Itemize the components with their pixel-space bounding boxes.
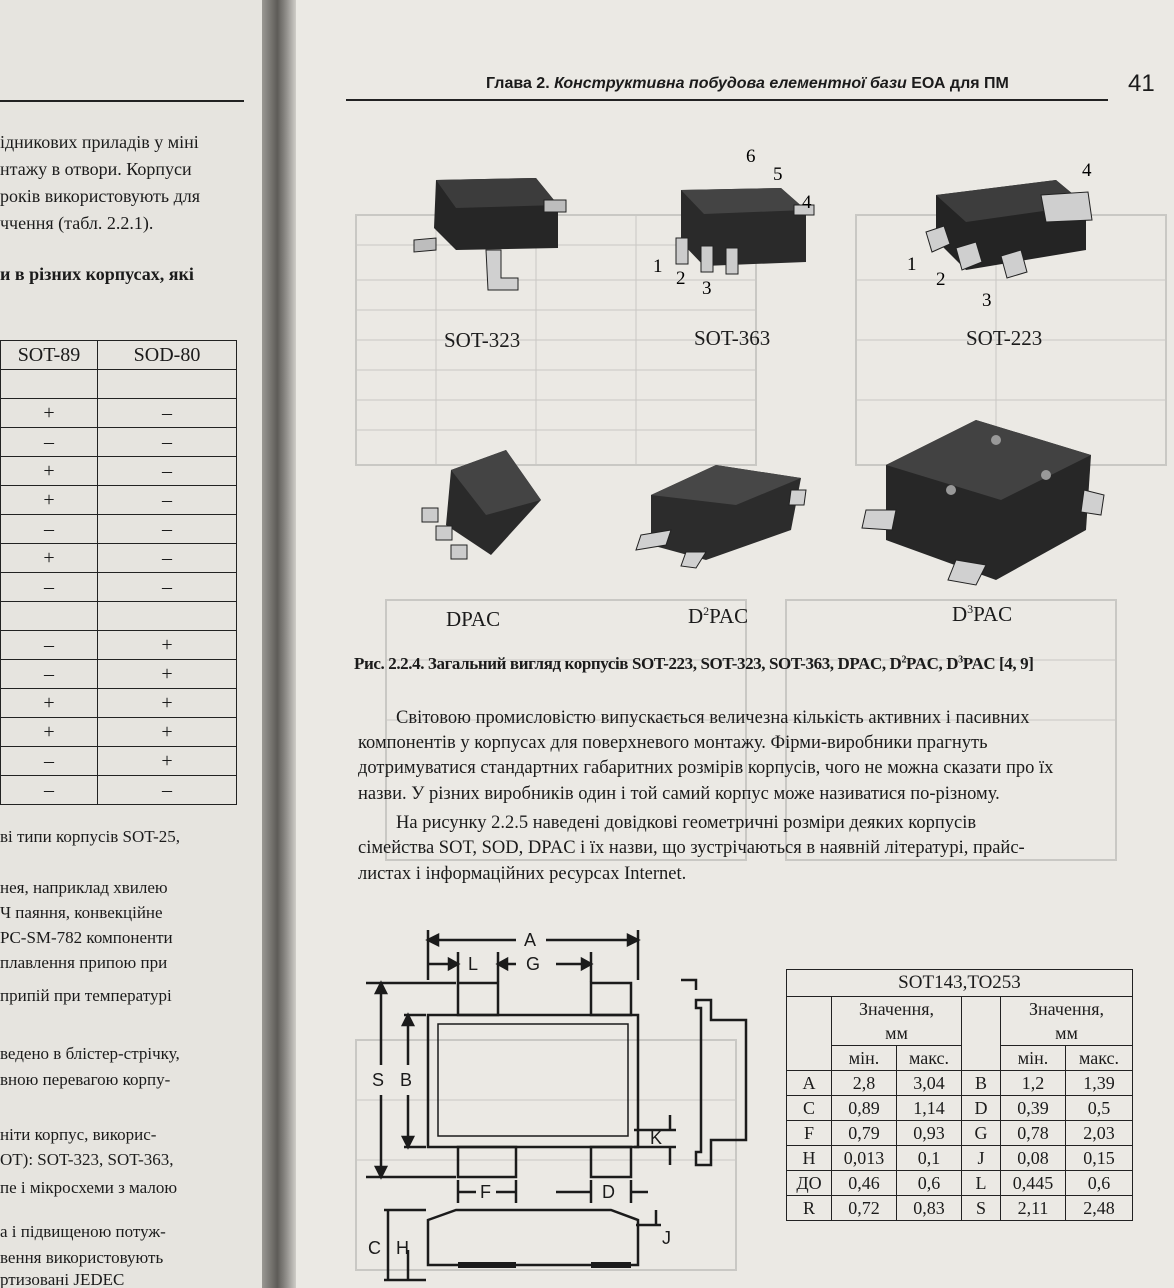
package-label-text: D [952, 602, 968, 626]
dim-table-subheader: мін. [832, 1046, 897, 1071]
table-cell: + [98, 718, 237, 747]
table-cell: H [787, 1146, 832, 1171]
table-cell: – [1, 631, 98, 660]
table-cell [98, 602, 237, 631]
sot363-pin-label: 4 [802, 192, 812, 213]
table-cell: 0,83 [897, 1196, 962, 1221]
left-text-line: ведено в блістер-стрічку, [0, 1044, 180, 1063]
package-outline [428, 1015, 638, 1147]
left-text-line: OT): SOT-323, SOT-363, [0, 1150, 174, 1169]
package-label-sup: 2 [703, 604, 710, 618]
table-cell: – [98, 544, 237, 573]
dim-label: H [396, 1238, 409, 1258]
table-row [1, 457, 237, 486]
left-text-line: ртизовані JEDEC [0, 1270, 125, 1288]
table-cell: 2,03 [1066, 1121, 1133, 1146]
table-row [1, 631, 237, 660]
left-text-line: PC-SM-782 компоненти [0, 928, 173, 947]
table-cell: D [962, 1096, 1001, 1121]
header-title: Конструктивна побудова елементної бази [554, 75, 907, 92]
table-cell: + [1, 399, 98, 428]
table-row [1, 515, 237, 544]
dimension-drawing [366, 920, 776, 1288]
table-row [787, 1071, 1133, 1096]
table-cell: C [787, 1096, 832, 1121]
left-text-line: вною перевагою корпу- [0, 1070, 171, 1089]
table-cell: L [962, 1171, 1001, 1196]
table-cell: 1,39 [1066, 1071, 1133, 1096]
dim-label: F [480, 1182, 491, 1202]
table-cell: 0,15 [1066, 1146, 1133, 1171]
left-text-line: пе і мікросхеми з малою [0, 1178, 178, 1197]
table-cell: + [1, 544, 98, 573]
package-label [688, 604, 748, 629]
dim-table-unit: мм [1001, 1021, 1133, 1046]
table-row [1, 660, 237, 689]
table-cell: R [787, 1196, 832, 1221]
left-comparison-table [0, 340, 237, 805]
dim-table-subheader: мін. [1001, 1046, 1066, 1071]
dim-label: L [468, 954, 479, 974]
package-label [446, 607, 500, 632]
figure-caption [354, 654, 1033, 674]
table-row [787, 1146, 1133, 1171]
table-cell: 0,46 [832, 1171, 897, 1196]
sot223-pin-label: 4 [1082, 160, 1092, 181]
body-text-line: листах і інформаційних ресурсах Internet. [358, 864, 687, 884]
sot223-pin-label: 1 [907, 254, 917, 275]
package-label: SOT-223 [966, 326, 1043, 350]
table-cell: 0,72 [832, 1196, 897, 1221]
left-paragraph-line: років використовують для [0, 186, 201, 206]
table-cell: + [98, 747, 237, 776]
table-cell: – [98, 776, 237, 805]
table-cell: – [98, 486, 237, 515]
body-text-line: назви. У різних виробників один і той самий корпус може називатися по-різному. [358, 784, 1000, 804]
body-text-line: компонентів у корпусах для поверхневого монтажу. Фірми-виробники прагнуть [358, 733, 988, 753]
table-row [1, 573, 237, 602]
table-cell: 0,6 [1066, 1171, 1133, 1196]
left-text-line: вення використовують [0, 1248, 164, 1267]
left-text-line: припій при температурі [0, 986, 172, 1005]
table-cell: – [1, 515, 98, 544]
left-text-line: нея, наприклад хвилею [0, 878, 168, 897]
dim-table-subheader: макс. [1066, 1046, 1133, 1071]
body-text-line: сімейства SOT, SOD, DPAC і їх назви, що зустрічаються в наявній літературі, прайс- [358, 838, 1025, 858]
dim-table-unit: мм [832, 1021, 962, 1046]
dim-table-header: Значення, [832, 997, 962, 1022]
table-cell: + [98, 660, 237, 689]
table-cell: + [1, 718, 98, 747]
table-cell: + [1, 457, 98, 486]
dim-label: D [602, 1182, 615, 1202]
table-cell: – [1, 573, 98, 602]
sot363-image [653, 146, 814, 299]
lead [591, 1147, 631, 1177]
table-row [787, 1121, 1133, 1146]
package-label-text: PAC [973, 602, 1013, 626]
table-cell: 1,2 [1001, 1071, 1066, 1096]
table-cell: 0,79 [832, 1121, 897, 1146]
left-text-line: ніти корпус, викорис- [0, 1125, 157, 1144]
table-cell [962, 997, 1001, 1071]
dim-label: A [524, 930, 537, 950]
table-row [1, 776, 237, 805]
table-row [1, 486, 237, 515]
table-cell: 0,39 [1001, 1096, 1066, 1121]
sot223-pin-label: 2 [936, 269, 946, 290]
table-cell: 0,08 [1001, 1146, 1066, 1171]
table-cell: 2,48 [1066, 1196, 1133, 1221]
sot363-pin-label: 1 [653, 256, 663, 277]
sot363-pin-label: 3 [702, 278, 712, 299]
table-cell: 0,89 [832, 1096, 897, 1121]
package-illustrations [296, 130, 1174, 600]
table-cell: – [98, 515, 237, 544]
package-label: SOT-323 [444, 328, 521, 352]
table-cell: 0,93 [897, 1121, 962, 1146]
running-header [486, 75, 1009, 93]
header-suffix: ЕОА для ПМ [906, 75, 1009, 92]
sot223-image [907, 160, 1092, 311]
table-cell: – [1, 428, 98, 457]
body-text-line: Світовою промисловістю випускається величезна кількість активних і пасивних [396, 708, 1030, 728]
table-header-cell: SOD-80 [98, 341, 237, 370]
table-row [1, 718, 237, 747]
sot363-pin-label: 5 [773, 164, 783, 185]
table-cell: + [1, 689, 98, 718]
table-cell: 0,445 [1001, 1171, 1066, 1196]
left-text-line: а і підвищеною потуж- [0, 1222, 166, 1241]
table-cell: 0,013 [832, 1146, 897, 1171]
table-cell: – [98, 428, 237, 457]
table-cell: F [787, 1121, 832, 1146]
left-page [0, 0, 262, 1288]
dim-label: G [526, 954, 541, 974]
table-cell: – [98, 399, 237, 428]
table-cell [1, 370, 98, 399]
package-label-sup: 3 [967, 602, 974, 616]
table-row [1, 370, 237, 399]
lead [458, 1147, 516, 1177]
dim-label: B [400, 1070, 413, 1090]
table-cell: A [787, 1071, 832, 1096]
table-cell: 0,6 [897, 1171, 962, 1196]
book-gutter [262, 0, 296, 1288]
table-cell: – [1, 747, 98, 776]
table-header-row [1, 341, 237, 370]
caption-text: PAC, D [906, 654, 959, 673]
left-table-title: и в різних корпусах, які [0, 264, 194, 284]
dim-table-title: SOT143,TO253 [787, 970, 1133, 997]
table-cell [1, 602, 98, 631]
table-cell: ДО [787, 1171, 832, 1196]
sot323-image [414, 178, 566, 290]
right-page [296, 0, 1174, 1288]
package-label-text: D [688, 604, 704, 628]
table-cell: 0,1 [897, 1146, 962, 1171]
dimensions-table [786, 969, 1133, 1221]
table-cell: + [98, 631, 237, 660]
dim-table-header: Значення, [1001, 997, 1133, 1022]
table-cell [98, 370, 237, 399]
table-cell: 2,11 [1001, 1196, 1066, 1221]
dpac-image [422, 450, 541, 559]
table-row [787, 1096, 1133, 1121]
sot223-pin-label: 3 [982, 290, 992, 311]
table-cell: 2,8 [832, 1071, 897, 1096]
left-paragraph-line: ідникових приладів у міні [0, 132, 199, 152]
header-chapter: Глава 2. [486, 75, 555, 92]
table-row [1, 747, 237, 776]
table-row [1, 689, 237, 718]
page-number: 41 [1128, 70, 1155, 97]
sot363-pin-label: 2 [676, 268, 686, 289]
d3pac-image [862, 420, 1104, 585]
caption-text: PAC [4, 9] [962, 654, 1034, 673]
table-cell: 1,14 [897, 1096, 962, 1121]
package-label-text: DPAC [446, 607, 501, 631]
caption-sup: 3 [958, 654, 963, 666]
table-row [1, 399, 237, 428]
table-row [1, 602, 237, 631]
package-label-text: PAC [709, 604, 749, 628]
table-cell: + [1, 486, 98, 515]
left-text-line: плавлення припою при [0, 953, 168, 972]
left-text-line: ві типи корпусів SOT-25, [0, 827, 180, 846]
table-cell: – [98, 573, 237, 602]
dim-label: J [662, 1228, 671, 1248]
table-cell: B [962, 1071, 1001, 1096]
table-cell: – [98, 457, 237, 486]
table-row [787, 1196, 1133, 1221]
table-cell: – [1, 660, 98, 689]
body-text-line: На рисунку 2.2.5 наведені довідкові геометричні розміри деяких корпусів [396, 813, 977, 833]
d2pac-image [636, 465, 806, 568]
package-label [952, 602, 1012, 627]
table-cell [787, 997, 832, 1071]
left-paragraph-line: ччення (табл. 2.2.1). [0, 213, 154, 233]
header-rule [346, 99, 1108, 101]
table-cell: 0,5 [1066, 1096, 1133, 1121]
table-row [787, 1171, 1133, 1196]
package-label: SOT-363 [694, 326, 771, 350]
dim-label: C [368, 1238, 381, 1258]
table-cell: 0,78 [1001, 1121, 1066, 1146]
table-row [1, 428, 237, 457]
table-cell: – [1, 776, 98, 805]
left-text-line: Ч паяння, конвекційне [0, 903, 163, 922]
body-text-line: дотримуватися стандартних габаритних розмірів корпусів, чого не можна сказати про їх [358, 758, 1054, 778]
table-cell: 3,04 [897, 1071, 962, 1096]
table-row [1, 544, 237, 573]
table-cell: G [962, 1121, 1001, 1146]
table-cell: J [962, 1146, 1001, 1171]
table-header-cell: SOT-89 [1, 341, 98, 370]
sot363-pin-label: 6 [746, 146, 756, 167]
caption-text: Рис. 2.2.4. Загальний вигляд корпусів SOT-223, SOT-323, SOT-363, DPAC, D [354, 654, 902, 673]
dim-label: K [650, 1128, 663, 1148]
caption-sup: 2 [901, 654, 907, 666]
lead [591, 983, 631, 1015]
table-cell: S [962, 1196, 1001, 1221]
lead [458, 983, 498, 1015]
dim-table-subheader: макс. [897, 1046, 962, 1071]
table-cell: + [98, 689, 237, 718]
left-header-rule [0, 100, 244, 102]
dim-label: S [372, 1070, 385, 1090]
left-paragraph-line: нтажу в отвори. Корпуси [0, 159, 192, 179]
